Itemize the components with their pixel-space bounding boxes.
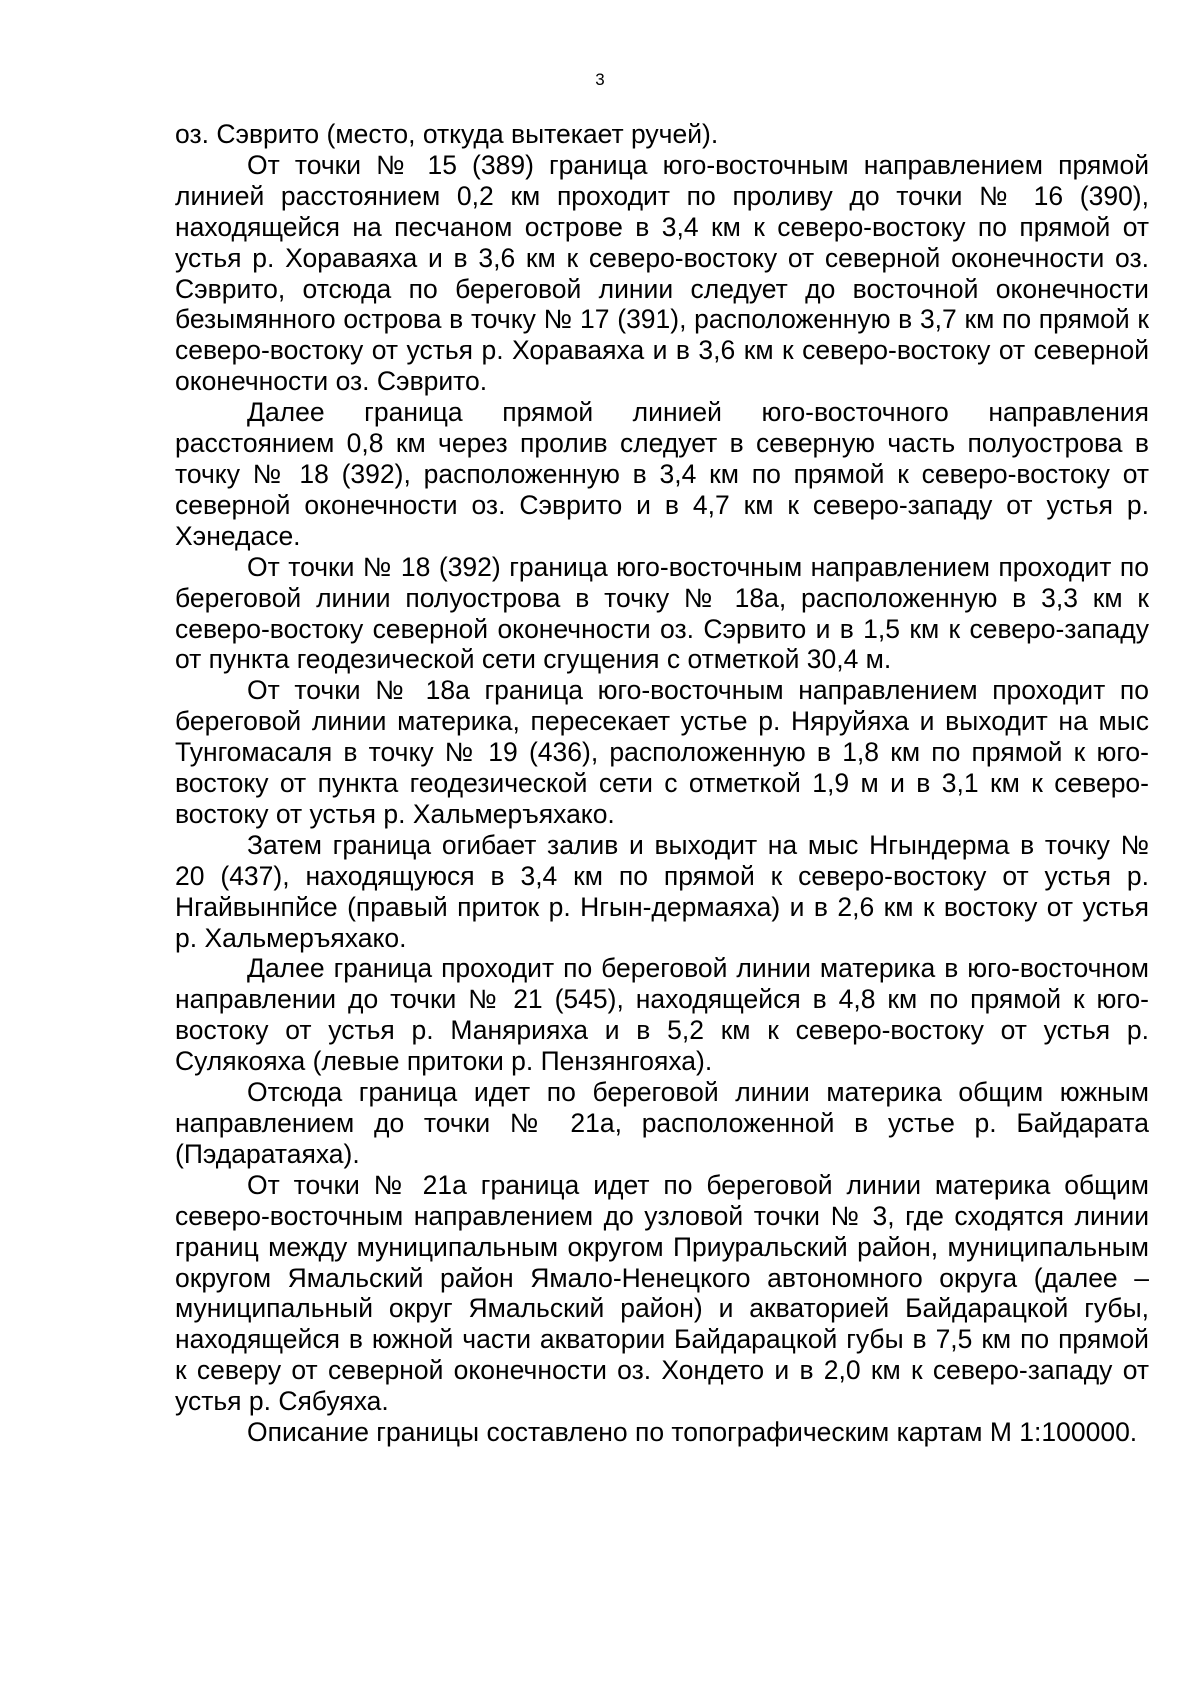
document-body bbox=[175, 119, 1149, 1448]
paragraph-point-20: Затем граница огибает залив и выходит на мыс Нгындерма в точку № 20 (437), находящуюся в 3,4 км по прямой к северо-востоку от устья р. Нгайвынпйсе (правый приток р. Нгын-дермаяха) и в 2,6 км к востоку от устья р. Хальмеръяхако. bbox=[175, 829, 1149, 953]
paragraph-point-19: От точки № 18а граница юго-восточным направлением проходит по береговой линии материка, пересекает устье р. Няруйяха и выходит на мыс Тунгомасаля в точку № 19 (436), расположенную в 1,8 км по прямой к юго-востоку от пункта геодезической сети с отметкой 1,9 м и в 3,1 км к северо-востоку от устья р. Хальмеръяхако. bbox=[175, 675, 1149, 829]
paragraph-point-21: Далее граница проходит по береговой линии материка в юго-восточном направлении до точки № 21 (545), находящейся в 4,8 км по прямой к юго-востоку от устья р. Манярияха и в 5,2 км к северо-востоку от устья р. Сулякояха (левые притоки р. Пензянгояха). bbox=[175, 953, 1149, 1077]
paragraph-point-21a: Отсюда граница идет по береговой линии материка общим южным направлением до точки № 21а, расположенной в устье р. Байдарата (Пэдаратаяха). bbox=[175, 1077, 1149, 1169]
paragraph-node-point-3: От точки № 21а граница идет по береговой линии материка общим северо-восточным направлением до узловой точки № 3, где сходятся линии границ между муниципальным округом Приуральский район, муниципальным округом Ямальский район Ямало-Ненецкого автономного округа (далее – муниципальный округ Ямальский район) и акваторией Байдарацкой губы, находящейся в южной части акватории Байдарацкой губы в 7,5 км по прямой к северу от северной оконечности оз. Хондето и в 2,0 км к северо-западу от устья р. Сябуяха. bbox=[175, 1169, 1149, 1417]
page-number: 3 bbox=[595, 70, 605, 89]
paragraph-map-source: Описание границы составлено по топографическим картам М 1:100000. bbox=[247, 1417, 1138, 1448]
paragraph-point-15: От точки № 15 (389) граница юго-восточным направлением прямой линией расстоянием 0,2 км проходит по проливу до точки № 16 (390), находящейся на песчаном острове в 3,4 км к северо-востоку по прямой от устья р. Хораваяха и в 3,6 км к северо-востоку от северной оконечности оз. Сэврито, отсюда по береговой линии следует до восточной оконечности безымянного острова в точку № 17 (391), расположенную в 3,7 км по прямой к северо-востоку от устья р. Хораваяха и в 3,6 км к северо-востоку от северной оконечности оз. Сэврито. bbox=[175, 149, 1149, 397]
paragraph-point-18: Далее граница прямой линией юго-восточного направления расстоянием 0,8 км через пролив следует в северную часть полуострова в точку № 18 (392), расположенную в 3,4 км по прямой к северо-востоку от северной оконечности оз. Сэврито и в 4,7 км к северо-западу от устья р. Хэнедасе. bbox=[175, 397, 1149, 551]
paragraph-continuation: оз. Сэврито (место, откуда вытекает ручей). bbox=[175, 119, 719, 149]
paragraph-point-18a: От точки № 18 (392) граница юго-восточным направлением проходит по береговой линии полуострова в точку № 18а, расположенную в 3,3 км к северо-востоку северной оконечности оз. Сэрвито и в 1,5 км к северо-западу от пункта геодезической сети сгущения с отметкой 30,4 м. bbox=[175, 551, 1149, 675]
